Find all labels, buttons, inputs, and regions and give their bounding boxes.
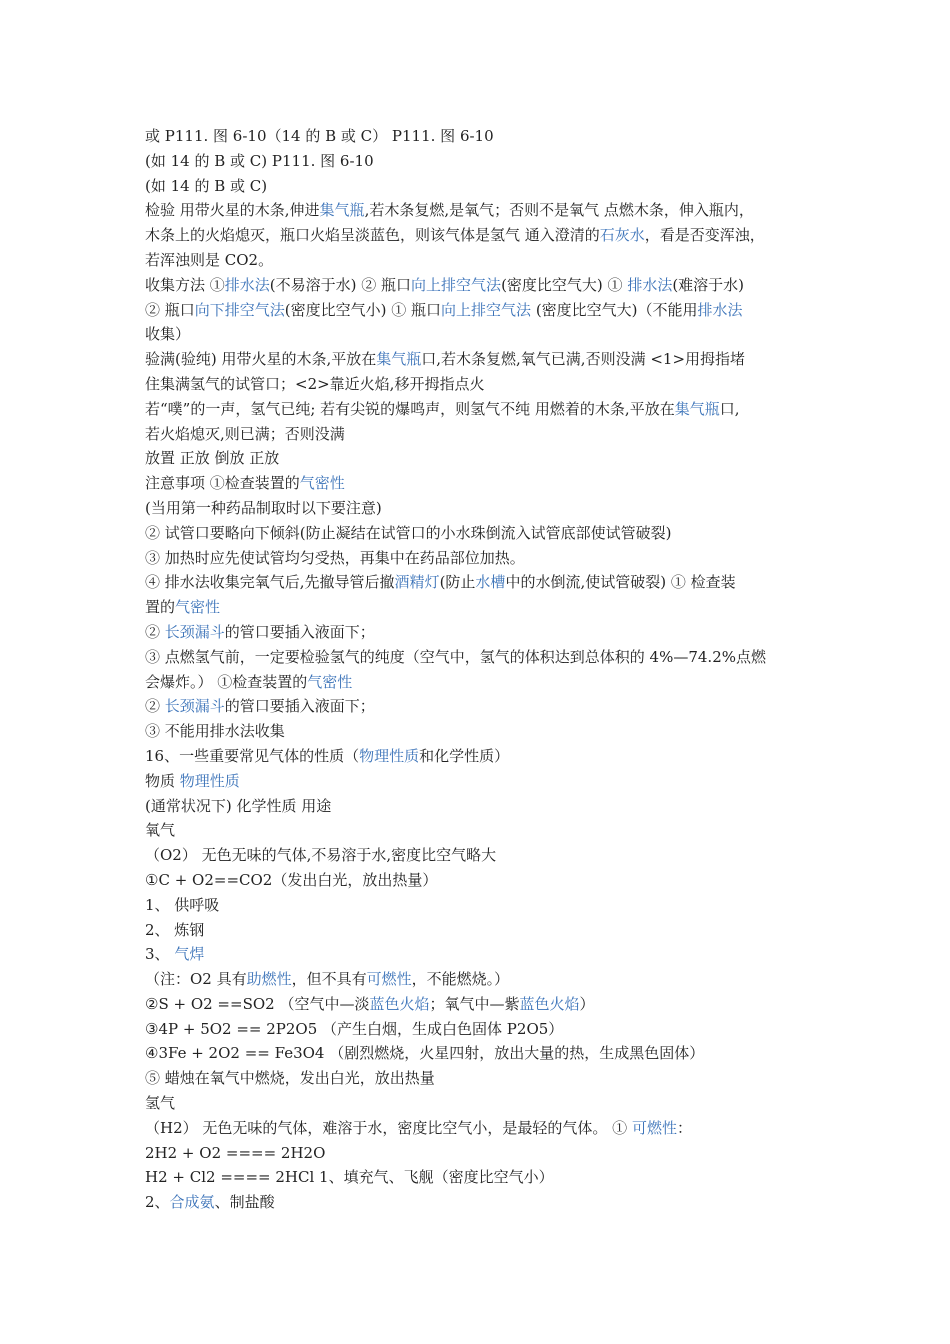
text-line [145, 1091, 825, 1116]
term-link[interactable]: 长颈漏斗 [164, 697, 225, 716]
text-segment: 物质 [145, 771, 180, 790]
term-link[interactable]: 蓝色火焰 [519, 994, 580, 1013]
term-link[interactable]: 石灰水 [599, 226, 645, 245]
text-segment: ，看是否变浑浊， [644, 226, 765, 245]
text-line [145, 446, 825, 471]
text-line [145, 595, 825, 620]
term-link[interactable]: 气焊 [174, 945, 205, 964]
text-line [145, 1116, 825, 1141]
text-line [145, 174, 825, 199]
text-segment: 1、 供呼吸 [145, 895, 220, 914]
text-segment: 放置 正放 倒放 正放 [145, 449, 280, 468]
text-segment: （O2） 无色无味的气体,不易溶于水,密度比空气略大 [145, 846, 497, 865]
term-link[interactable]: 集气瓶 [674, 399, 720, 418]
text-segment: 若火焰熄灭,则已满；否则没满 [145, 424, 345, 443]
text-line [145, 422, 825, 447]
text-segment: 住集满氢气的试管口；<2>靠近火焰,移开拇指点火 [145, 374, 485, 393]
term-link[interactable]: 物理性质 [179, 771, 240, 790]
text-segment: 口, [719, 399, 740, 418]
text-segment: (不易溶于水) ② 瓶口 [269, 275, 412, 294]
text-segment: ③ 点燃氢气前，一定要检验氢气的纯度（空气中，氢气的体积达到总体积的 4%—74.2%点燃 [145, 647, 766, 666]
term-link[interactable]: 物理性质 [359, 746, 420, 765]
text-line [145, 942, 825, 967]
text-segment: ② 瓶口 [145, 300, 195, 319]
text-segment: 氢气 [145, 1094, 176, 1113]
text-line [145, 769, 825, 794]
text-segment: ④ 排水法收集完氧气后,先撤导管后撤 [145, 573, 395, 592]
text-segment: （注：O2 具有 [145, 970, 247, 989]
term-link[interactable]: 可燃性 [366, 970, 412, 989]
text-line [145, 322, 825, 347]
text-segment: ③ 加热时应先使试管均匀受热，再集中在药品部位加热。 [145, 548, 525, 567]
text-segment: (当用第一种药品制取时以下要注意) [145, 498, 382, 517]
text-segment: ） [579, 994, 595, 1013]
text-segment: (如 14 的 B 或 C) [145, 176, 268, 195]
text-segment: H2 + Cl2 ==== 2HCl 1、填充气、飞舰（密度比空气小） [145, 1168, 554, 1187]
text-segment: ③ 不能用排水法收集 [145, 722, 285, 741]
text-line [145, 298, 825, 323]
text-segment: (密度比空气大) ① [501, 275, 628, 294]
text-segment: 收集） [145, 325, 191, 344]
text-line [145, 1190, 825, 1215]
text-segment: ② [145, 697, 165, 716]
text-line [145, 223, 825, 248]
text-line [145, 794, 825, 819]
text-line [145, 868, 825, 893]
term-link[interactable]: 可燃性 [631, 1118, 677, 1137]
text-segment: ② 试管口要略向下倾斜(防止凝结在试管口的小水珠倒流入试管底部使试管破裂) [145, 523, 672, 542]
text-line [145, 471, 825, 496]
text-segment: 或 P111. 图 6-10（14 的 B 或 C） P111. 图 6-10 [145, 127, 494, 145]
text-segment: ② [145, 622, 165, 641]
text-line [145, 645, 825, 670]
text-segment: 和化学性质） [419, 746, 510, 765]
text-segment: 验满(验纯) 用带火星的木条,平放在 [145, 350, 377, 369]
text-line [145, 1141, 825, 1166]
text-segment: (密度比空气小) ① 瓶口 [284, 300, 442, 319]
text-line [145, 521, 825, 546]
text-segment: ①C + O2==CO2（发出白光，放出热量） [145, 870, 438, 889]
text-segment: ⑤ 蜡烛在氧气中燃烧，发出白光，放出热量 [145, 1069, 435, 1088]
text-segment: 中的水倒流,使试管破裂) ① 检查装 [505, 573, 736, 592]
text-line [145, 1066, 825, 1091]
text-line [145, 1165, 825, 1190]
text-line [145, 248, 825, 273]
term-link[interactable]: 向下排空气法 [194, 300, 285, 319]
text-segment: 的管口要插入液面下； [224, 622, 375, 641]
text-segment: (密度比空气大)（不能用 [531, 300, 698, 319]
term-link[interactable]: 气密性 [175, 598, 221, 617]
text-segment: 木条上的火焰熄灭，瓶口火焰呈淡蓝色，则该气体是氢气 通入澄清的 [145, 226, 600, 245]
text-segment: ，不能燃烧。） [411, 970, 510, 989]
text-line [145, 670, 825, 695]
text-line [145, 1041, 825, 1066]
text-line [145, 694, 825, 719]
text-line [145, 719, 825, 744]
text-segment: ： [676, 1118, 692, 1137]
text-line [145, 992, 825, 1017]
term-link[interactable]: 合成氨 [169, 1193, 215, 1212]
text-segment: 氧气 [145, 821, 176, 840]
text-segment: ,若木条复燃,是氧气；否则不是氧气 点燃木条，伸入瓶内， [364, 201, 754, 220]
document-body [145, 124, 825, 1215]
text-segment: ；氧气中—紫 [429, 994, 520, 1013]
text-segment: 16、一些重要常见气体的性质（ [145, 746, 360, 765]
text-line [145, 818, 825, 843]
text-segment: 会爆炸。） ①检查装置的 [145, 672, 308, 691]
term-link[interactable]: 气密性 [307, 672, 353, 691]
text-line [145, 198, 825, 223]
text-segment: 、制盐酸 [214, 1193, 275, 1212]
text-segment: 2H2 + O2 ==== 2H2O [145, 1143, 326, 1162]
text-line [145, 744, 825, 769]
text-segment: 3、 [145, 945, 175, 964]
term-link[interactable]: 向上排空气法 [411, 275, 502, 294]
text-segment: 检验 用带火星的木条,伸进 [145, 201, 320, 220]
text-segment: ②S + O2 ==SO2 （空气中—淡 [145, 994, 370, 1013]
term-link[interactable]: 长颈漏斗 [164, 622, 225, 641]
text-line [145, 893, 825, 918]
term-link[interactable]: 排水法 [224, 275, 270, 294]
text-segment: ④3Fe + 2O2 == Fe3O4 （剧烈燃烧，火星四射，放出大量的热，生成黑色固体） [145, 1044, 705, 1063]
text-line [145, 124, 825, 149]
term-link[interactable]: 排水法 [627, 275, 673, 294]
text-segment: 收集方法 ① [145, 275, 225, 294]
text-line [145, 397, 825, 422]
text-segment: 口,若木条复燃,氧气已满,否则没满 <1>用拇指堵 [421, 350, 746, 369]
term-link[interactable]: 集气瓶 [319, 201, 365, 220]
text-line [145, 273, 825, 298]
text-segment: ③4P + 5O2 == 2P2O5 （产生白烟，生成白色固体 P2O5） [145, 1019, 564, 1038]
text-segment: 置的 [145, 598, 176, 617]
text-segment: 2、 [145, 1193, 170, 1212]
text-line [145, 967, 825, 992]
text-line [145, 496, 825, 521]
text-segment: (通常状况下) 化学性质 用途 [145, 796, 332, 815]
text-line [145, 149, 825, 174]
text-segment: ，但不具有 [291, 970, 367, 989]
term-link[interactable]: 助燃性 [246, 970, 292, 989]
text-line [145, 1017, 825, 1042]
text-segment: 若“噗”的一声，氢气已纯; 若有尖锐的爆鸣声，则氢气不纯 用燃着的木条,平放在 [145, 399, 675, 418]
text-line [145, 372, 825, 397]
text-line [145, 843, 825, 868]
term-link[interactable]: 集气瓶 [376, 350, 422, 369]
text-line [145, 347, 825, 372]
text-segment: (难溶于水) [672, 275, 745, 294]
text-segment: 2、 炼钢 [145, 920, 205, 939]
text-segment: (如 14 的 B 或 C) P111. 图 6-10 [145, 151, 374, 170]
text-segment: 注意事项 ①检查装置的 [145, 474, 300, 493]
term-link[interactable]: 气密性 [299, 474, 345, 493]
term-link[interactable]: 水槽 [475, 573, 506, 592]
text-segment: (防止 [439, 573, 476, 592]
text-line [145, 918, 825, 943]
text-segment: 若浑浊则是 CO2。 [145, 250, 274, 269]
term-link[interactable]: 排水法 [697, 300, 743, 319]
text-line [145, 620, 825, 645]
term-link[interactable]: 酒精灯 [394, 573, 440, 592]
term-link[interactable]: 向上排空气法 [441, 300, 532, 319]
text-segment: （H2） 无色无味的气体，难溶于水，密度比空气小，是最轻的气体。 ① [145, 1118, 632, 1137]
text-segment: 的管口要插入液面下； [224, 697, 375, 716]
term-link[interactable]: 蓝色火焰 [369, 994, 430, 1013]
text-line [145, 546, 825, 571]
text-line [145, 570, 825, 595]
